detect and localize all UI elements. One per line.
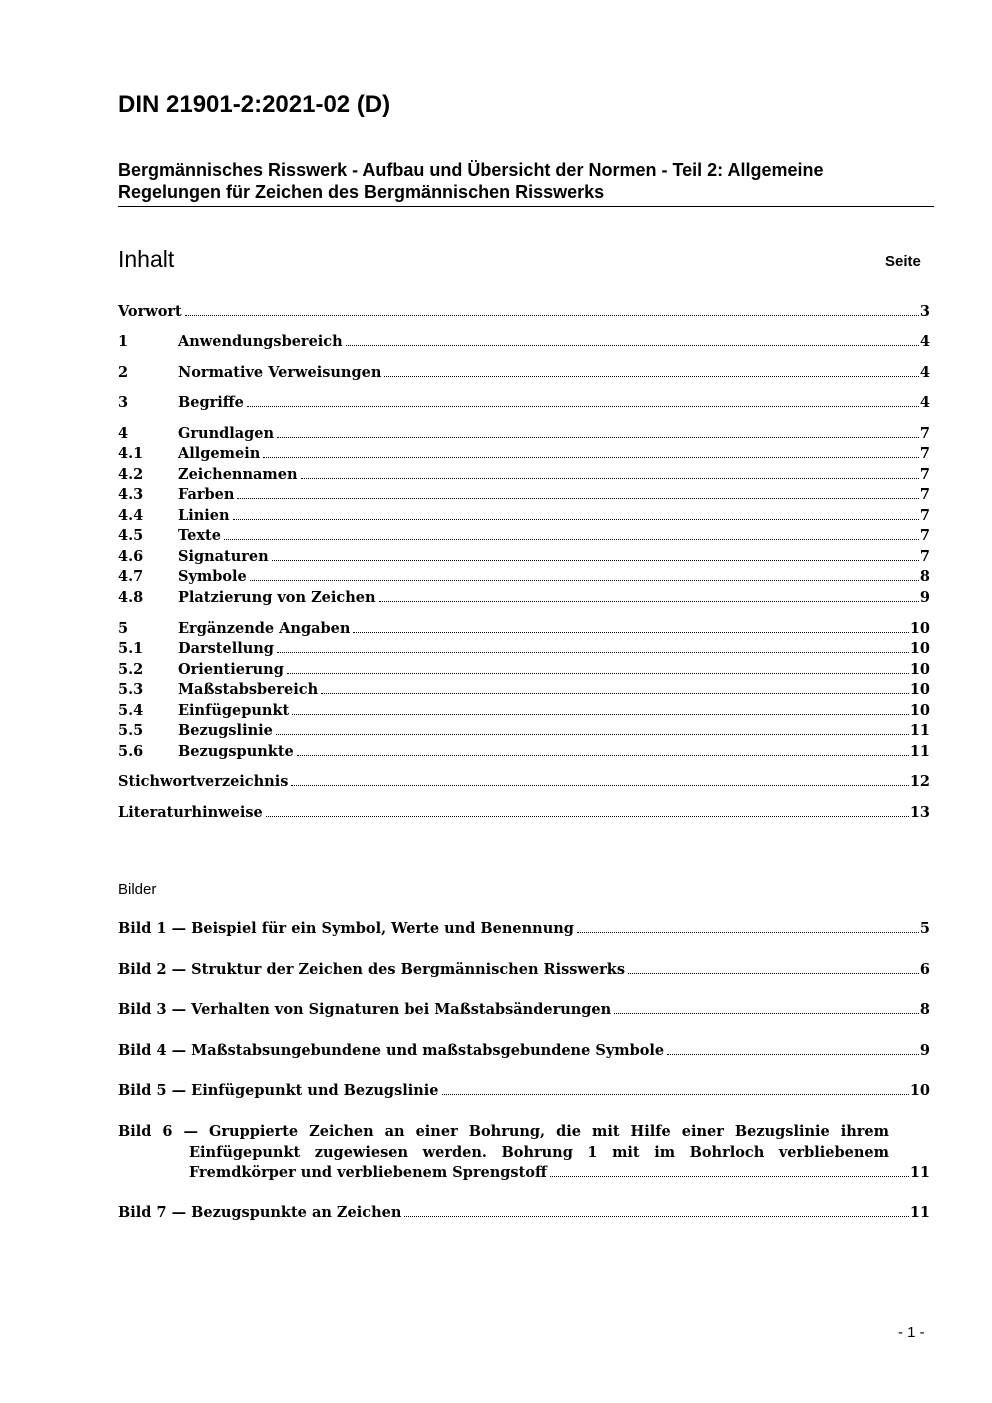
toc-entry-text: Linien	[178, 507, 230, 524]
toc-entry-page: 4	[919, 394, 930, 411]
toc-entry-text: Normative Verweisungen	[178, 364, 382, 381]
toc-entry-page: 3	[919, 303, 930, 320]
figure-entry-text-line-1: Bild 6 — Gruppierte Zeichen an einer Bohrung, die mit Hilfe einer Bezugslinie ihrem	[118, 1123, 889, 1140]
toc-dot-leader	[384, 376, 919, 377]
document-title-line-1: Bergmännisches Risswerk - Aufbau und Übersicht der Normen - Teil 2: Allgemeine	[118, 160, 824, 180]
toc-dot-leader	[287, 673, 909, 674]
toc-dot-leader	[276, 734, 909, 735]
figure-entry-page: 8	[919, 1001, 930, 1018]
toc-dot-leader	[292, 714, 909, 715]
toc-entry-number: 5.1	[118, 640, 144, 657]
toc-entry-text: Stichwortverzeichnis	[118, 773, 289, 790]
toc-dot-leader	[379, 601, 919, 602]
toc-entry-4-4[interactable]	[118, 506, 930, 526]
toc-page-column-label: Seite	[885, 253, 921, 270]
toc-entry-2[interactable]	[118, 363, 930, 383]
figure-dot-leader	[404, 1216, 908, 1217]
figure-entry-text: Bild 4 — Maßstabsungebundene und maßstabsgebundene Symbole	[118, 1042, 665, 1059]
toc-entry-number: 5.4	[118, 702, 144, 719]
toc-entry-3[interactable]	[118, 393, 930, 413]
toc-entry-number: 5.6	[118, 743, 144, 760]
toc-entry-text: Literaturhinweise	[118, 804, 263, 821]
figure-entry-last-line	[118, 1163, 930, 1184]
toc-dot-leader	[263, 457, 919, 458]
toc-entry-4-5[interactable]	[118, 526, 930, 546]
toc-entry-text: Platzierung von Zeichen	[178, 589, 376, 606]
toc-entry-page: 4	[919, 333, 930, 350]
figure-entry-page: 6	[919, 961, 930, 978]
toc-entry-4-8[interactable]	[118, 588, 930, 608]
toc-entry-4-2[interactable]	[118, 465, 930, 485]
toc-entry-5-2[interactable]	[118, 660, 930, 680]
document-id: DIN 21901-2:2021-02 (D)	[118, 91, 391, 118]
toc-entry-number: 5.3	[118, 681, 144, 698]
toc-dot-leader	[301, 478, 919, 479]
figure-entry-text: Bild 5 — Einfügepunkt und Bezugslinie	[118, 1082, 439, 1099]
figure-dot-leader	[550, 1176, 909, 1177]
toc-entry-4-1[interactable]	[118, 444, 930, 464]
figure-entry-text: Bild 3 — Verhalten von Signaturen bei Maßstabsänderungen	[118, 1001, 612, 1018]
toc-entry-number: 4.8	[118, 589, 144, 606]
toc-entry-page: 10	[909, 640, 930, 657]
toc-dot-leader	[233, 519, 919, 520]
toc-entry-number: 4.6	[118, 548, 144, 565]
toc-entry-text: Grundlagen	[178, 425, 275, 442]
toc-entry-stichwortverzeichnis[interactable]	[118, 772, 930, 792]
figure-entry-7[interactable]	[118, 1203, 930, 1223]
figure-dot-leader	[577, 932, 919, 933]
figure-entry-page: 11	[909, 1204, 930, 1221]
toc-dot-leader	[277, 437, 919, 438]
toc-dot-leader	[224, 539, 919, 540]
toc-entry-text: Begriffe	[178, 394, 244, 411]
figure-entry-page: 5	[919, 920, 930, 937]
toc-entry-text: Anwendungsbereich	[178, 333, 343, 350]
toc-entry-5-5[interactable]	[118, 721, 930, 741]
figure-entry-5[interactable]	[118, 1081, 930, 1101]
toc-entry-number: 3	[118, 394, 129, 411]
toc-entry-4-3[interactable]	[118, 485, 930, 505]
toc-entry-text: Symbole	[178, 568, 247, 585]
figure-entry-text-line-2: Einfügepunkt zugewiesen werden. Bohrung 1 mit im Bohrloch verbliebenem	[189, 1143, 889, 1161]
toc-entry-text: Texte	[178, 527, 221, 544]
toc-entry-text: Orientierung	[178, 661, 284, 678]
figure-entry-6[interactable]	[118, 1122, 930, 1184]
toc-dot-leader	[321, 693, 909, 694]
toc-entry-5-1[interactable]	[118, 639, 930, 659]
toc-entry-number: 1	[118, 333, 129, 350]
toc-entry-text: Zeichennamen	[178, 466, 298, 483]
toc-entry-4[interactable]	[118, 424, 930, 444]
figure-entry-page: 10	[909, 1082, 930, 1099]
toc-entry-number: 4.3	[118, 486, 144, 503]
figure-dot-leader	[667, 1054, 919, 1055]
toc-entry-page: 13	[909, 804, 930, 821]
toc-dot-leader	[250, 580, 919, 581]
toc-entry-text: Bezugslinie	[178, 722, 273, 739]
toc-entry-page: 7	[919, 527, 930, 544]
toc-entry-4-7[interactable]	[118, 567, 930, 587]
toc-entry-page: 7	[919, 445, 930, 462]
toc-dot-leader	[291, 785, 908, 786]
toc-dot-leader	[266, 816, 909, 817]
toc-entry-page: 7	[919, 486, 930, 503]
figure-entry-page: 11	[909, 1164, 930, 1181]
figures-heading: Bilder	[118, 881, 157, 898]
toc-entry-number: 4.4	[118, 507, 144, 524]
toc-dot-leader	[346, 345, 919, 346]
toc-entry-number: 5.5	[118, 722, 144, 739]
toc-entry-page: 10	[909, 681, 930, 698]
toc-entry-page: 8	[919, 568, 930, 585]
figure-dot-leader	[442, 1094, 909, 1095]
page-number: - 1 -	[898, 1324, 925, 1341]
toc-entry-page: 4	[919, 364, 930, 381]
toc-entry-5-3[interactable]	[118, 680, 930, 700]
toc-dot-leader	[237, 498, 918, 499]
figure-entry-text: Bild 1 — Beispiel für ein Symbol, Werte und Benennung	[118, 920, 574, 937]
figure-dot-leader	[614, 1013, 919, 1014]
toc-entry-text: Bezugspunkte	[178, 743, 294, 760]
toc-entry-text: Farben	[178, 486, 235, 503]
figure-dot-leader	[628, 973, 919, 974]
toc-entry-page: 11	[909, 722, 930, 739]
toc-dot-leader	[272, 560, 919, 561]
toc-entry-text: Vorwort	[118, 303, 182, 320]
toc-entry-literaturhinweise[interactable]	[118, 803, 930, 823]
toc-entry-5[interactable]	[118, 619, 930, 639]
figure-entry-text: Bild 7 — Bezugspunkte an Zeichen	[118, 1204, 402, 1221]
toc-entry-text: Einfügepunkt	[178, 702, 290, 719]
toc-dot-leader	[297, 755, 909, 756]
toc-dot-leader	[353, 632, 908, 633]
figure-entry-2[interactable]	[118, 960, 930, 980]
toc-entry-5-4[interactable]	[118, 701, 930, 721]
toc-heading: Inhalt	[118, 246, 175, 272]
figure-entry-text: Bild 2 — Struktur der Zeichen des Bergmännischen Risswerks	[118, 961, 625, 978]
toc-entry-1[interactable]	[118, 332, 930, 352]
toc-entry-text: Allgemein	[178, 445, 261, 462]
toc-entry-number: 2	[118, 364, 129, 381]
toc-entry-page: 10	[909, 620, 930, 637]
toc-dot-leader	[247, 406, 919, 407]
toc-entry-text: Signaturen	[178, 548, 269, 565]
toc-dot-leader	[185, 315, 919, 316]
figure-entry-text-line-3: Fremdkörper und verbliebenem Sprengstoff	[189, 1164, 547, 1181]
toc-entry-text: Darstellung	[178, 640, 274, 657]
toc-entry-number: 4.1	[118, 445, 144, 462]
toc-entry-number: 4.5	[118, 527, 144, 544]
toc-entry-page: 7	[919, 466, 930, 483]
toc-entry-page: 12	[909, 773, 930, 790]
toc-entry-number: 4.7	[118, 568, 144, 585]
toc-entry-4-6[interactable]	[118, 547, 930, 567]
toc-entry-page: 11	[909, 743, 930, 760]
toc-entry-page: 10	[909, 702, 930, 719]
toc-entry-page: 7	[919, 425, 930, 442]
toc-entry-number: 4	[118, 425, 129, 442]
figure-entry-page: 9	[919, 1042, 930, 1059]
figure-entry-1[interactable]	[118, 919, 930, 939]
toc-entry-number: 5.2	[118, 661, 144, 678]
toc-entry-text: Ergänzende Angaben	[178, 620, 351, 637]
toc-entry-page: 10	[909, 661, 930, 678]
document-title-line-2: Regelungen für Zeichen des Bergmännischen Risswerks	[118, 182, 605, 202]
toc-entry-page: 7	[919, 507, 930, 524]
toc-entry-text: Maßstabsbereich	[178, 681, 319, 698]
figure-entry-4[interactable]	[118, 1041, 930, 1061]
document-title	[118, 159, 918, 203]
toc-entry-page: 7	[919, 548, 930, 565]
figure-entry-3[interactable]	[118, 1000, 930, 1020]
toc-entry-page: 9	[919, 589, 930, 606]
title-divider	[118, 206, 934, 207]
toc-entry-vorwort[interactable]	[118, 302, 930, 322]
toc-dot-leader	[277, 652, 909, 653]
toc-entry-5-6[interactable]	[118, 742, 930, 762]
toc-entry-number: 4.2	[118, 466, 144, 483]
toc-entry-number: 5	[118, 620, 129, 637]
